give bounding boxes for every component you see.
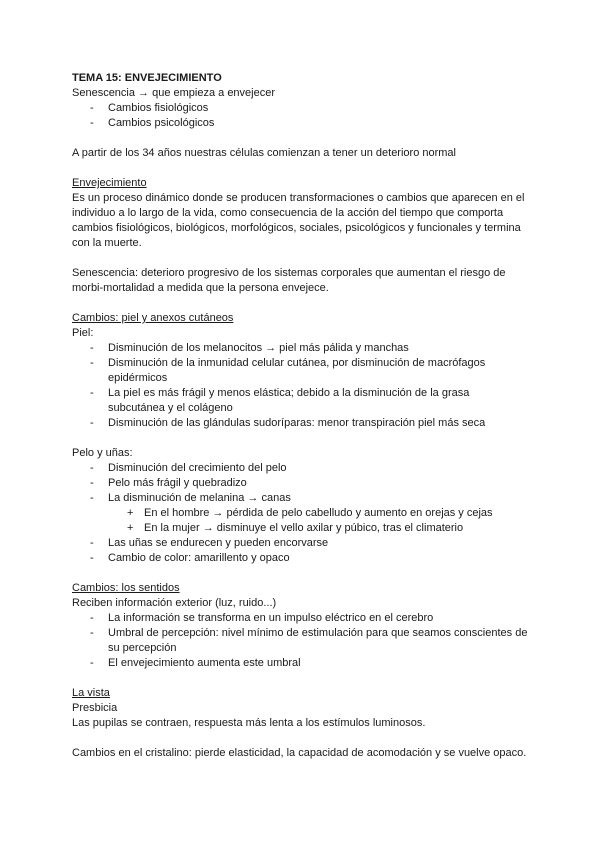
list-item: - Cambios fisiológicos: [72, 101, 528, 116]
sub-list-item: + En el hombre → pérdida de pelo cabelludo y aumento en orejas y cejas: [72, 506, 528, 521]
envejecimiento-heading: Envejecimiento: [72, 177, 147, 189]
list-item: - Cambio de color: amarillento y opaco: [72, 551, 528, 566]
age-note: A partir de los 34 años nuestras células comienzan a tener un deterioro normal: [72, 147, 456, 159]
sub-list-item: + En la mujer → disminuye el vello axilar y púbico, tras el climaterio: [72, 521, 528, 536]
sentidos-list: [72, 611, 528, 671]
list-item: - Las uñas se endurecen y pueden encorvarse: [72, 536, 528, 551]
piel-subheading: Piel:: [72, 327, 94, 339]
list-item: - La piel es más frágil y menos elástica; debido a la disminución de la grasa subcutánea y el colágeno: [72, 386, 528, 416]
vista-heading: La vista: [72, 687, 110, 699]
piel-list: [72, 341, 528, 431]
sentidos-line: Reciben información exterior (luz, ruido...): [72, 597, 277, 609]
list-item: - Cambios psicológicos: [72, 116, 528, 131]
list-item: - Disminución del crecimiento del pelo: [72, 461, 528, 476]
pelo-list: [72, 461, 528, 506]
intro-list: [72, 101, 528, 131]
list-item: - Pelo más frágil y quebradizo: [72, 476, 528, 491]
list-item: - La disminución de melanina → canas: [72, 491, 528, 506]
vista-cristalino: Cambios en el cristalino: pierde elasticidad, la capacidad de acomodación y se vuelve opaco.: [72, 747, 527, 759]
vista-presbicia: Presbicia: [72, 702, 118, 714]
vista-pupilas: Las pupilas se contraen, respuesta más lenta a los estímulos luminosos.: [72, 717, 426, 729]
document-title: TEMA 15: ENVEJECIMIENTO: [72, 72, 222, 84]
intro-line: Senescencia → que empieza a envejecer: [72, 87, 276, 99]
list-item: - La información se transforma en un impulso eléctrico en el cerebro: [72, 611, 528, 626]
pelo-subheading: Pelo y uñas:: [72, 447, 133, 459]
list-item: - Umbral de percepción: nivel mínimo de estimulación para que seamos conscientes de su percepción: [72, 626, 528, 656]
unas-list: [72, 536, 528, 566]
list-item: - Disminución de los melanocitos → piel más pálida y manchas: [72, 341, 528, 356]
senescencia-definition: Senescencia: deterioro progresivo de los sistemas corporales que aumentan el riesgo de morbi-mortalidad a medida que la persona envejece.: [72, 267, 506, 294]
list-item: - Disminución de las glándulas sudoríparas: menor transpiración piel más seca: [72, 416, 528, 431]
piel-heading: Cambios: piel y anexos cutáneos: [72, 312, 234, 324]
list-item: - Disminución de la inmunidad celular cutánea, por disminución de macrófagos epidérmicos: [72, 356, 528, 386]
sentidos-heading: Cambios: los sentidos: [72, 582, 180, 594]
pelo-sublist: [72, 506, 528, 536]
list-item: - El envejecimiento aumenta este umbral: [72, 656, 528, 671]
envejecimiento-definition: Es un proceso dinámico donde se producen transformaciones o cambios que aparecen en el individuo a lo largo de la vida, como consecuencia de la acción del tiempo que comporta cambios fisiológicos, biológicos, morfológicos, sociales, psicológicos y funcionales y termina con la muerte.: [72, 192, 525, 249]
document-page: [72, 71, 528, 761]
